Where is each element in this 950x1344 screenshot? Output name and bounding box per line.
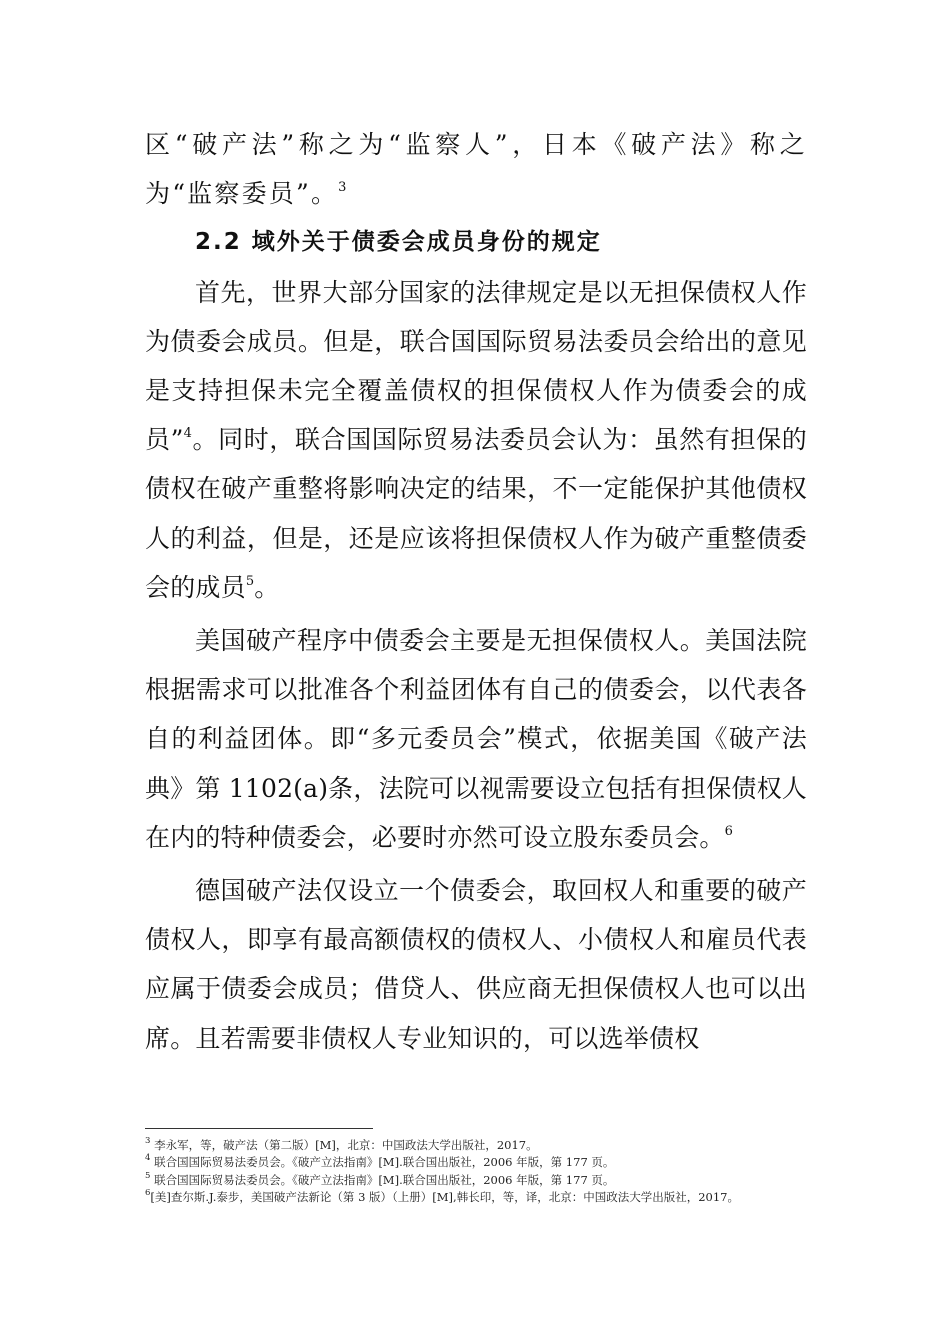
paragraph-uncitral <box>145 268 807 612</box>
paragraph-continuation <box>145 120 807 218</box>
footnote-number: 5 <box>145 1170 151 1181</box>
paragraph-text: 美国破产程序中债委会主要是无担保债权人。美国法院根据需求可以批准各个利益团体有自己的债委会，以代表各自的利益团体。即“多元委员会”模式，依据美国《破产法典》第 1102(a)条，法院可以视需要设立包括有担保债权人在内的特种债委会，必要时亦然可设立股东委员会。 <box>145 626 807 852</box>
paragraph-germany <box>145 866 807 1063</box>
paragraph-text: 。 <box>254 572 280 602</box>
footnote-number: 3 <box>145 1136 151 1147</box>
footnote-text: [美]查尔斯.J.泰步，美国破产法新论（第 3 版）（上册）[M],韩长印，等，译，北京：中国政法大学出版社，2017。 <box>150 1189 739 1204</box>
paragraph-text: 德国破产法仅设立一个债委会，取回权人和重要的破产债权人，即享有最高额债权的债权人、小债权人和雇员代表应属于债委会成员；借贷人、供应商无担保债权人也可以出席。且若需要非债权人专业知识的，可以选举债权 <box>145 876 807 1053</box>
footnote-3 <box>145 1137 807 1154</box>
footnote-ref: 6 <box>724 823 734 839</box>
body-text <box>145 120 807 1063</box>
footnote-number: 6 <box>145 1188 151 1199</box>
footnote-text: 李永军，等，破产法（第二版）[M]，北京：中国政法大学出版社，2017。 <box>154 1138 538 1152</box>
paragraph-us <box>145 616 807 862</box>
footnote-separator <box>145 1128 373 1129</box>
footnote-ref: 3 <box>338 179 349 195</box>
paragraph-text: 首先，世界大部分国家的法律规定是以无担保债权人作为债委会成员。但是，联合国国际贸易法委员会给出的意见是支持担保未完全覆盖债权的担保债权人作为债委会的成员” <box>145 277 807 455</box>
footnote-5 <box>145 1172 807 1189</box>
footnote-ref: 5 <box>245 573 255 589</box>
footnote-text: 联合国国际贸易法委员会。《破产立法指南》[M].联合国出版社，2006 年版，第 177 页。 <box>154 1172 615 1187</box>
footnote-4 <box>145 1154 807 1171</box>
footnote-ref: 4 <box>183 425 193 441</box>
paragraph-text: 。同时，联合国国际贸易法委员会认为：虽然有担保的债权在破产重整将影响决定的结果，不一定能保护其他债权人的利益，但是，还是应该将担保债权人作为破产重整债委会的成员 <box>145 425 807 602</box>
footnotes <box>145 1137 807 1206</box>
paragraph-text: 区“破产法”称之为“监察人”，日本《破产法》称之为“监察委员”。 <box>145 130 807 209</box>
section-heading: 2.2 域外关于债委会成员身份的规定 <box>195 229 602 256</box>
footnote-number: 4 <box>145 1153 151 1164</box>
footnote-6 <box>145 1189 807 1206</box>
footnote-text: 联合国国际贸易法委员会。《破产立法指南》[M].联合国出版社，2006 年版，第 177 页。 <box>154 1155 615 1170</box>
